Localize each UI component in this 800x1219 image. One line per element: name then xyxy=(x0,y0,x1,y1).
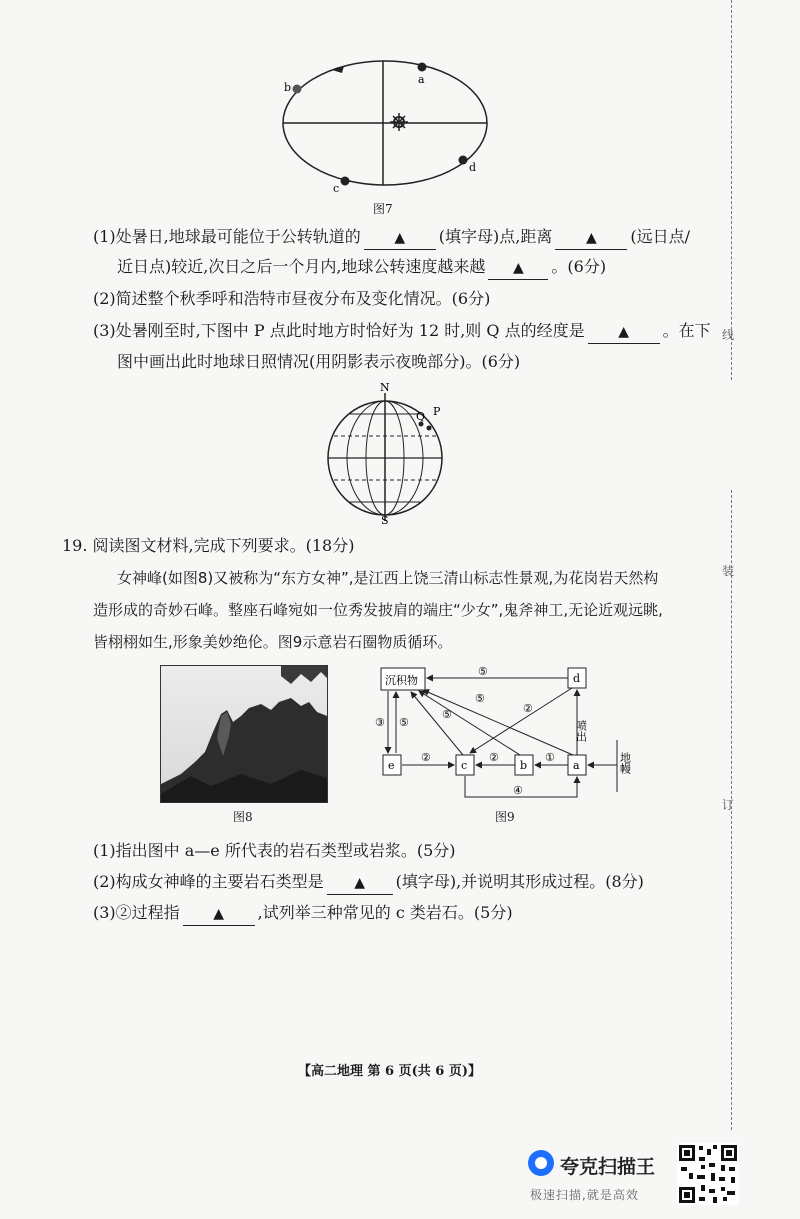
scanner-brand: 夸克扫描王 xyxy=(560,1156,656,1178)
process-3: ③ xyxy=(375,716,385,729)
figure-8-photo xyxy=(160,665,328,803)
margin-mark-3: 订 xyxy=(722,798,735,812)
label-sediment: 沉积物 xyxy=(385,674,418,687)
q18-part1-line2: 近日点)较近,次日之后一个月内,地球公转速度越来越 ▲ 。(6分) xyxy=(117,256,606,280)
process-4: ④ xyxy=(513,784,523,797)
answer-blank[interactable]: ▲ xyxy=(488,257,548,280)
answer-blank[interactable]: ▲ xyxy=(555,227,627,250)
globe-north-label: N xyxy=(380,381,390,394)
q18-part2: (2)简述整个秋季呼和浩特市昼夜分布及变化情况。(6分) xyxy=(93,289,491,308)
process-2-e-c: ② xyxy=(421,751,431,764)
answer-blank[interactable]: ▲ xyxy=(327,872,393,895)
q19-title: 19. 阅读图文材料,完成下列要求。(18分) xyxy=(62,536,355,555)
figure-7-orbit xyxy=(270,55,510,200)
globe-p-label: P xyxy=(433,405,441,418)
process-5-vertical: ⑤ xyxy=(399,716,409,729)
qr-code[interactable] xyxy=(677,1143,739,1205)
label-c: c xyxy=(461,759,468,772)
q19-part1: (1)指出图中 a—e 所代表的岩石类型或岩浆。(5分) xyxy=(93,841,456,860)
label-b: b xyxy=(520,759,528,772)
margin-mark-2: 装 xyxy=(722,564,735,578)
globe-south-label: S xyxy=(381,514,389,525)
answer-blank[interactable]: ▲ xyxy=(588,321,660,344)
figure-8-caption: 图8 xyxy=(233,810,253,824)
process-1: ① xyxy=(545,751,555,764)
orbit-point-c xyxy=(341,177,350,186)
label-mantle: 地幔 xyxy=(618,752,632,774)
q18-part3-line1: (3)处暑刚至时,下图中 P 点此时地方时恰好为 12 时,则 Q 点的经度是 ▲ 。在下 xyxy=(93,320,711,344)
globe-diagram xyxy=(320,380,460,525)
process-5-diag: ⑤ xyxy=(475,692,485,705)
orbit-label-d: d xyxy=(469,161,477,174)
orbit-point-d xyxy=(459,156,468,165)
orbit-label-c: c xyxy=(333,182,340,195)
process-5-top: ⑤ xyxy=(478,665,488,678)
globe-q-label: Q xyxy=(416,410,426,423)
q18-part1-line1: (1)处暑日,地球最可能位于公转轨道的 ▲ (填字母)点,距离 ▲ (远日点/ xyxy=(93,226,690,250)
margin-mark-1: 线 xyxy=(722,328,735,342)
answer-blank[interactable]: ▲ xyxy=(183,903,255,926)
orbit-point-a xyxy=(418,63,427,72)
q19-part2: (2)构成女神峰的主要岩石类型是 ▲ (填字母),并说明其形成过程。(8分) xyxy=(93,871,644,895)
scanner-logo-icon xyxy=(528,1150,554,1176)
scanner-slogan: 极速扫描,就是高效 xyxy=(530,1188,639,1202)
q19-paragraph-line3: 皆栩栩如生,形象美妙绝伦。图9示意岩石圈物质循环。 xyxy=(93,633,453,651)
orbit-label-b: b xyxy=(284,81,292,94)
process-2-b-c: ② xyxy=(489,751,499,764)
figure-9-caption: 图9 xyxy=(495,810,515,824)
q19-part3: (3)②过程指 ▲ ,试列举三种常见的 c 类岩石。(5分) xyxy=(93,902,513,926)
answer-blank[interactable]: ▲ xyxy=(364,227,436,250)
label-d: d xyxy=(573,672,581,685)
figure-9-rock-cycle xyxy=(375,660,645,805)
page-footer: 【高二地理 第 6 页(共 6 页)】 xyxy=(298,1064,482,1079)
label-erupt: 喷出 xyxy=(574,720,588,742)
q19-paragraph-line2: 造形成的奇妙石峰。整座石峰宛如一位秀发披肩的端庄“少女”,鬼斧神工,无论近观远眺, xyxy=(93,601,663,619)
q19-paragraph-line1: 女神峰(如图8)又被称为“东方女神”,是江西上饶三清山标志性景观,为花岗岩天然构 xyxy=(117,569,659,587)
binding-line-top xyxy=(731,0,732,380)
figure-7-caption: 图7 xyxy=(373,202,393,216)
orbit-label-a: a xyxy=(418,73,425,86)
orbit-point-b xyxy=(293,85,302,94)
label-a: a xyxy=(573,759,580,772)
process-5-left: ⑤ xyxy=(442,708,452,721)
label-e: e xyxy=(388,759,395,772)
scanner-watermark xyxy=(522,1146,677,1204)
process-2-diag: ② xyxy=(523,702,533,715)
q18-part3-line2: 图中画出此时地球日照情况(用阴影表示夜晚部分)。(6分) xyxy=(117,352,521,371)
